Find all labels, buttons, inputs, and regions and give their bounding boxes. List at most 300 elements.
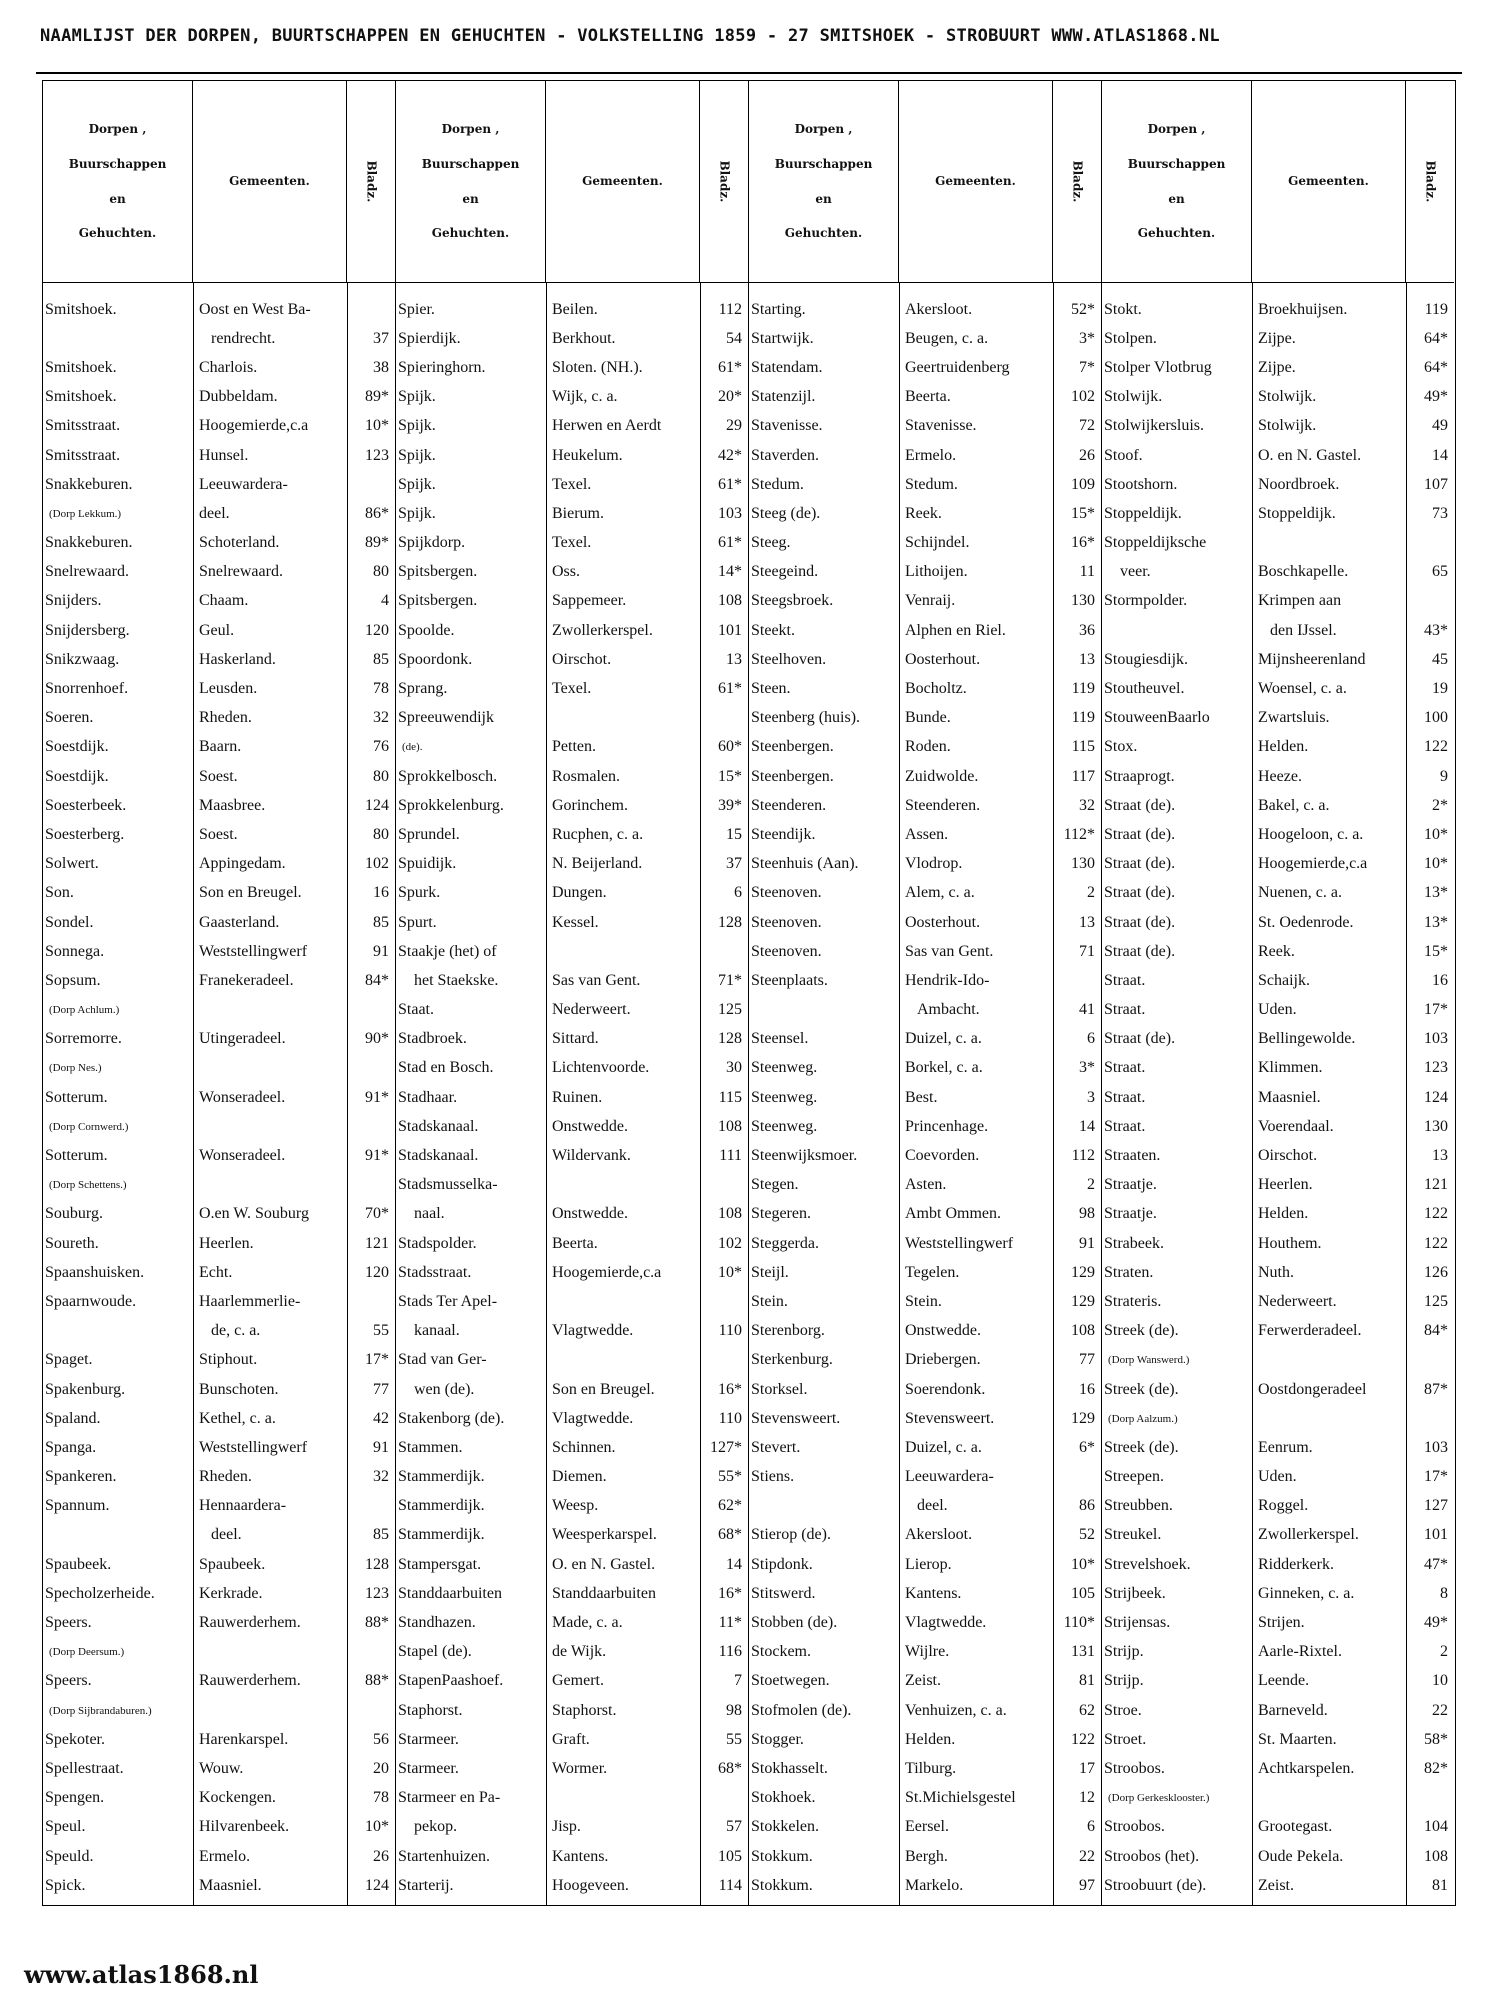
municipality: Hendrik-Ido-	[905, 971, 990, 989]
list-item	[43, 1754, 395, 1783]
municipality: Bakel, c. a.	[1258, 796, 1330, 814]
list-item	[396, 674, 748, 703]
place-name: Straat.	[1104, 1059, 1146, 1077]
page-number: 130	[1071, 592, 1095, 610]
place-name: Steegsbroek.	[751, 592, 834, 610]
list-item	[43, 1725, 395, 1754]
municipality: Son en Breugel.	[199, 884, 302, 902]
list-item	[396, 937, 748, 966]
page-number: 130	[1071, 855, 1095, 873]
place-name: Spannum.	[45, 1497, 110, 1515]
page-number: 8	[1440, 1584, 1448, 1602]
municipality: Best.	[905, 1088, 938, 1106]
page-number: 78	[373, 680, 389, 698]
page-number: 22	[1079, 1847, 1095, 1865]
list-item	[43, 1404, 395, 1433]
list-item	[396, 1054, 748, 1083]
municipality: Borkel, c. a.	[905, 1059, 983, 1077]
page-number: 121	[365, 1234, 389, 1252]
list-item	[1102, 1667, 1454, 1696]
municipality: Duizel, c. a.	[905, 1438, 982, 1456]
list-item	[396, 850, 748, 879]
list-item	[43, 791, 395, 820]
list-item	[43, 762, 395, 791]
list-item	[1102, 1433, 1454, 1462]
place-name: Stevert.	[751, 1438, 801, 1456]
place-name: Strijensas.	[1104, 1614, 1171, 1632]
place-name: Steenhuis (Aan).	[751, 855, 859, 873]
place-name: Stogger.	[751, 1730, 804, 1748]
municipality: Weststellingwerf	[199, 942, 308, 960]
place-name: Spoordonk.	[398, 650, 473, 668]
place-name: Spieringhorn.	[398, 358, 486, 376]
page-number: 55	[726, 1730, 742, 1748]
list-item	[43, 412, 395, 441]
municipality: Snelrewaard.	[199, 563, 283, 581]
page-number: 102	[365, 855, 389, 873]
header-place-line: en	[109, 191, 126, 206]
list-item	[749, 1784, 1101, 1813]
header-place-line: en	[462, 191, 479, 206]
place-name: Solwert.	[45, 855, 99, 873]
place-name: Steenplaats.	[751, 971, 828, 989]
page-number: 10*	[365, 1818, 389, 1836]
municipality: Helden.	[905, 1730, 956, 1748]
place-name: Spaubeek.	[45, 1555, 112, 1573]
header-page-label: Bladz.	[717, 160, 732, 203]
place-name: Strijbeek.	[1104, 1584, 1166, 1602]
header-page-label: Bladz.	[1423, 160, 1438, 203]
list-item	[43, 1463, 395, 1492]
place-name: Strabeek.	[1104, 1234, 1164, 1252]
list-item	[1102, 791, 1454, 820]
list-item	[1102, 1200, 1454, 1229]
place-name: Straat (de).	[1104, 796, 1176, 814]
place-name: Sotterum.	[45, 1147, 108, 1165]
place-name: Streek (de).	[1104, 1322, 1179, 1340]
place-name: Straat.	[1104, 1001, 1146, 1019]
header-gemeenten: Gemeenten.	[899, 81, 1053, 283]
list-item	[1102, 1521, 1454, 1550]
place-name: Stroobos.	[1104, 1759, 1165, 1777]
page-number: 42	[373, 1409, 389, 1427]
place-name: Statenzijl.	[751, 388, 816, 406]
place-name: Stokkum.	[751, 1876, 813, 1894]
place-name: Steenoven.	[751, 942, 822, 960]
municipality: Ginneken, c. a.	[1258, 1584, 1355, 1602]
list-item	[1102, 820, 1454, 849]
place-name: Stadskanaal.	[398, 1117, 479, 1135]
list-item	[1102, 587, 1454, 616]
list-item	[396, 996, 748, 1025]
place-name: Straaprogt.	[1104, 767, 1175, 785]
list-item	[43, 704, 395, 733]
municipality: Oosterhout.	[905, 913, 981, 931]
list-item	[43, 1638, 395, 1667]
list-item	[43, 1171, 395, 1200]
page-number: 119	[1071, 680, 1095, 698]
place-name: Spanga.	[45, 1438, 97, 1456]
municipality: Maasniel.	[199, 1876, 262, 1894]
place-name: Stammerdijk.	[398, 1497, 485, 1515]
municipality: Zwollerkerspel.	[1258, 1526, 1359, 1544]
place-name: Smitshoek.	[45, 300, 117, 318]
place-name: Spellestraat.	[45, 1759, 124, 1777]
header-place-line: Buurschappen	[421, 156, 520, 171]
list-item	[396, 966, 748, 995]
list-item	[749, 1317, 1101, 1346]
header-gemeenten: Gemeenten.	[546, 81, 700, 283]
place-name: Stammerdijk.	[398, 1468, 485, 1486]
page-number: 122	[1071, 1730, 1095, 1748]
header-page	[347, 81, 395, 283]
place-name: Snakkeburen.	[45, 475, 133, 493]
place-name: Spijk.	[398, 388, 436, 406]
place-name: Steenweg.	[751, 1088, 818, 1106]
page-number: 52	[1079, 1526, 1095, 1544]
list-item	[749, 295, 1101, 324]
municipality: Zeist.	[905, 1672, 941, 1690]
list-item	[396, 1521, 748, 1550]
page-number: 19	[1432, 680, 1448, 698]
header-gemeenten: Gemeenten.	[1252, 81, 1406, 283]
municipality: Ridderkerk.	[1258, 1555, 1334, 1573]
list-item	[396, 733, 748, 762]
page-number: 15*	[1424, 942, 1448, 960]
municipality: Diemen.	[552, 1468, 607, 1486]
municipality: Schijndel.	[905, 534, 970, 552]
list-item	[396, 879, 748, 908]
page-number: 110*	[1063, 1614, 1095, 1632]
list-item	[1102, 1258, 1454, 1287]
place-name: Stolper Vlotbrug	[1104, 358, 1212, 376]
page-number: 22	[1432, 1701, 1448, 1719]
place-name: Stolwijk.	[1104, 388, 1163, 406]
page-number: 91	[373, 1438, 389, 1456]
list-item	[43, 1667, 395, 1696]
municipality: Zeist.	[1258, 1876, 1294, 1894]
page-number: 89*	[365, 388, 389, 406]
list-item	[43, 1346, 395, 1375]
municipality: Beerta.	[552, 1234, 598, 1252]
page-number: 98	[726, 1701, 742, 1719]
municipality: Steenderen.	[905, 796, 981, 814]
page-number: 49	[1432, 417, 1448, 435]
municipality: Assen.	[905, 825, 949, 843]
place-name: Straat.	[1104, 1117, 1146, 1135]
page-number: 119	[1071, 709, 1095, 727]
municipality: Zijpe.	[1258, 329, 1296, 347]
page-number: 89*	[365, 534, 389, 552]
municipality: Bellingewolde.	[1258, 1030, 1356, 1048]
place-name: Stroobos.	[1104, 1818, 1165, 1836]
municipality: Oost en West Ba-	[199, 300, 311, 318]
list-item	[1102, 733, 1454, 762]
page-number: 121	[1424, 1176, 1448, 1194]
list-item	[749, 966, 1101, 995]
footer-url: www.atlas1868.nl	[24, 1960, 259, 1989]
list-item	[396, 645, 748, 674]
list-item	[1102, 529, 1454, 558]
municipality: Lierop.	[905, 1555, 952, 1573]
municipality: Beerta.	[905, 388, 951, 406]
place-name: Smitshoek.	[45, 388, 117, 406]
place-name: Sprang.	[398, 680, 448, 698]
municipality: Hoogemierde,c.a	[199, 417, 309, 435]
list-item	[1102, 1317, 1454, 1346]
page-number: 123	[365, 1584, 389, 1602]
header-page-label: Bladz.	[364, 160, 379, 203]
place-name: Speers.	[45, 1614, 92, 1632]
list-item	[1102, 1784, 1454, 1813]
municipality: Rheden.	[199, 709, 252, 727]
header-place-line: en	[815, 191, 832, 206]
place-name: Sopsum.	[45, 971, 101, 989]
municipality: deel.	[211, 1526, 242, 1544]
place-name: Stoetwegen.	[751, 1672, 830, 1690]
municipality: Oirschot.	[1258, 1147, 1318, 1165]
page-number: 64*	[1424, 358, 1448, 376]
municipality: Eersel.	[905, 1818, 949, 1836]
municipality: Vlagtwedde.	[552, 1322, 634, 1340]
place-name: Spijk.	[398, 417, 436, 435]
list-item	[1102, 1813, 1454, 1842]
list-item	[43, 529, 395, 558]
place-name: Starmeer.	[398, 1759, 459, 1777]
page-number: 105	[718, 1847, 742, 1865]
list-item	[396, 908, 748, 937]
municipality: Helden.	[1258, 738, 1309, 756]
page-number: 115	[718, 1088, 742, 1106]
page-number: 125	[1424, 1292, 1448, 1310]
place-name: (de).	[402, 741, 423, 754]
header-place-line: Gehuchten.	[78, 226, 157, 241]
place-name: Stougiesdijk.	[1104, 650, 1189, 668]
list-item	[396, 470, 748, 499]
place-name: Steenwijksmoer.	[751, 1147, 858, 1165]
list-item	[43, 1521, 395, 1550]
place-name: Sterenborg.	[751, 1322, 825, 1340]
place-name: Steeg (de).	[751, 504, 821, 522]
page-number: 84*	[1424, 1322, 1448, 1340]
list-item	[43, 1842, 395, 1871]
place-name: Stobben (de).	[751, 1614, 838, 1632]
place-name: Spuidijk.	[398, 855, 457, 873]
list-item	[1102, 1696, 1454, 1725]
list-item	[396, 1171, 748, 1200]
municipality: Ambacht.	[917, 1001, 980, 1019]
place-name: Snijdersberg.	[45, 621, 130, 639]
list-item	[43, 1813, 395, 1842]
page-number: 55*	[718, 1468, 742, 1486]
page-number: 7	[734, 1672, 742, 1690]
page-number: 10*	[1071, 1555, 1095, 1573]
list-item	[749, 1433, 1101, 1462]
municipality: Texel.	[552, 534, 592, 552]
header-place-line: Buurschappen	[1127, 156, 1226, 171]
list-item	[396, 1784, 748, 1813]
page-number: 13*	[1424, 884, 1448, 902]
page-number: 17*	[365, 1351, 389, 1369]
page-number: 128	[718, 1030, 742, 1048]
page-number: 102	[1071, 388, 1095, 406]
list-item	[1102, 850, 1454, 879]
municipality: Oostdongeradeel	[1258, 1380, 1367, 1398]
header-place	[43, 81, 193, 283]
list-item	[749, 645, 1101, 674]
place-name: (Dorp Nes.)	[49, 1062, 102, 1075]
place-name: Stokhoek.	[751, 1789, 816, 1807]
list-item	[749, 1025, 1101, 1054]
list-item	[396, 1667, 748, 1696]
page-number: 97	[1079, 1876, 1095, 1894]
list-item	[1102, 1171, 1454, 1200]
place-name: Stroobuurt (de).	[1104, 1876, 1207, 1894]
page-number: 87*	[1424, 1380, 1448, 1398]
list-item	[43, 1696, 395, 1725]
place-name: Statendam.	[751, 358, 823, 376]
list-item	[43, 850, 395, 879]
page-number: 100	[1424, 709, 1448, 727]
page-number: 86*	[365, 504, 389, 522]
page-number: 16*	[718, 1584, 742, 1602]
place-name: Stein.	[751, 1292, 788, 1310]
page-number: 122	[1424, 738, 1448, 756]
municipality: Driebergen.	[905, 1351, 981, 1369]
place-name: Spick.	[45, 1876, 86, 1894]
municipality: Broekhuijsen.	[1258, 300, 1348, 318]
list-item	[43, 499, 395, 528]
place-name: Steenoven.	[751, 884, 822, 902]
place-name: Steenweg.	[751, 1117, 818, 1135]
table-body	[42, 80, 1456, 1906]
place-name: Snikzwaag.	[45, 650, 120, 668]
list-item	[43, 1258, 395, 1287]
list-item	[1102, 558, 1454, 587]
place-name: Starterij.	[398, 1876, 454, 1894]
place-name: Snorrenhoef.	[45, 680, 129, 698]
list-item	[1102, 1871, 1454, 1900]
municipality: Gaasterland.	[199, 913, 280, 931]
list-item	[396, 1608, 748, 1637]
list-item	[1102, 616, 1454, 645]
list-item	[396, 1725, 748, 1754]
page-number: 41	[1079, 1001, 1095, 1019]
place-name: Stroobos (het).	[1104, 1847, 1200, 1865]
list-item	[43, 1229, 395, 1258]
header-page-label: Bladz.	[1070, 160, 1085, 203]
list-item	[43, 879, 395, 908]
list-item	[749, 1287, 1101, 1316]
list-item	[396, 1754, 748, 1783]
place-name: Stad van Ger-	[398, 1351, 487, 1369]
municipality: Sloten. (NH.).	[552, 358, 643, 376]
page-number: 105	[1071, 1584, 1095, 1602]
municipality: Nuenen, c. a.	[1258, 884, 1342, 902]
page-number: 108	[718, 1117, 742, 1135]
page-number: 103	[1424, 1438, 1448, 1456]
list-item	[749, 674, 1101, 703]
list-item	[43, 1141, 395, 1170]
list-item	[749, 1813, 1101, 1842]
list-item	[749, 470, 1101, 499]
page-number: 9	[1440, 767, 1448, 785]
list-item	[1102, 1141, 1454, 1170]
place-name: het Staekske.	[414, 971, 499, 989]
municipality: Oss.	[552, 563, 581, 581]
place-name: Stads Ter Apel-	[398, 1292, 498, 1310]
place-name: pekop.	[414, 1818, 458, 1836]
municipality: Wijk, c. a.	[552, 388, 618, 406]
page-number: 32	[373, 709, 389, 727]
municipality: Hoogemierde,c.a	[552, 1263, 662, 1281]
municipality: Baarn.	[199, 738, 242, 756]
page-number: 30	[726, 1059, 742, 1077]
municipality: Onstwedde.	[552, 1205, 628, 1223]
place-name: Stormpolder.	[1104, 592, 1188, 610]
page-number: 111	[719, 1147, 742, 1165]
list-item	[1102, 1492, 1454, 1521]
place-name: Spijk.	[398, 446, 436, 464]
place-name: Stedum.	[751, 475, 804, 493]
municipality: Harenkarspel.	[199, 1730, 289, 1748]
page-number: 62*	[718, 1497, 742, 1515]
header-place-line: Dorpen ,	[441, 121, 500, 136]
page-number: 124	[1424, 1088, 1448, 1106]
municipality: Bunde.	[905, 709, 951, 727]
municipality: Kethel, c. a.	[199, 1409, 276, 1427]
place-name: StouweenBaarlo	[1104, 709, 1210, 727]
page-number: 123	[1424, 1059, 1448, 1077]
municipality: Beugen, c. a.	[905, 329, 989, 347]
page-number: 2	[1440, 1643, 1448, 1661]
place-name: Sorremorre.	[45, 1030, 122, 1048]
place-name: Straten.	[1104, 1263, 1154, 1281]
list-item	[1102, 908, 1454, 937]
page-number: 91	[1079, 1234, 1095, 1252]
page-number: 60*	[718, 738, 742, 756]
place-name: Spijk.	[398, 475, 436, 493]
place-name: Staat.	[398, 1001, 434, 1019]
page-number: 42*	[718, 446, 742, 464]
page-number: 13	[1079, 650, 1095, 668]
place-name: Starmeer en Pa-	[398, 1789, 501, 1807]
header-place	[749, 81, 899, 283]
place-name: Soestdijk.	[45, 767, 109, 785]
list-item	[749, 1696, 1101, 1725]
list-item	[43, 733, 395, 762]
municipality: Boschkapelle.	[1258, 563, 1349, 581]
municipality: Sas van Gent.	[905, 942, 994, 960]
place-name: Steijl.	[751, 1263, 789, 1281]
page-number: 15	[726, 825, 742, 843]
list-item	[43, 1579, 395, 1608]
header-place-line: Dorpen ,	[794, 121, 853, 136]
list-item	[1102, 1842, 1454, 1871]
place-name: Strijp.	[1104, 1672, 1144, 1690]
municipality: Wouw.	[199, 1759, 244, 1777]
place-name: Standhazen.	[398, 1614, 476, 1632]
place-name: Streepen.	[1104, 1468, 1164, 1486]
header-page	[700, 81, 748, 283]
municipality: Hennaardera-	[199, 1497, 287, 1515]
municipality: N. Beijerland.	[552, 855, 643, 873]
place-name: Stipdonk.	[751, 1555, 813, 1573]
list-item	[43, 1433, 395, 1462]
place-name: Stitswerd.	[751, 1584, 816, 1602]
page-number: 128	[365, 1555, 389, 1573]
municipality: Heeze.	[1258, 767, 1302, 785]
